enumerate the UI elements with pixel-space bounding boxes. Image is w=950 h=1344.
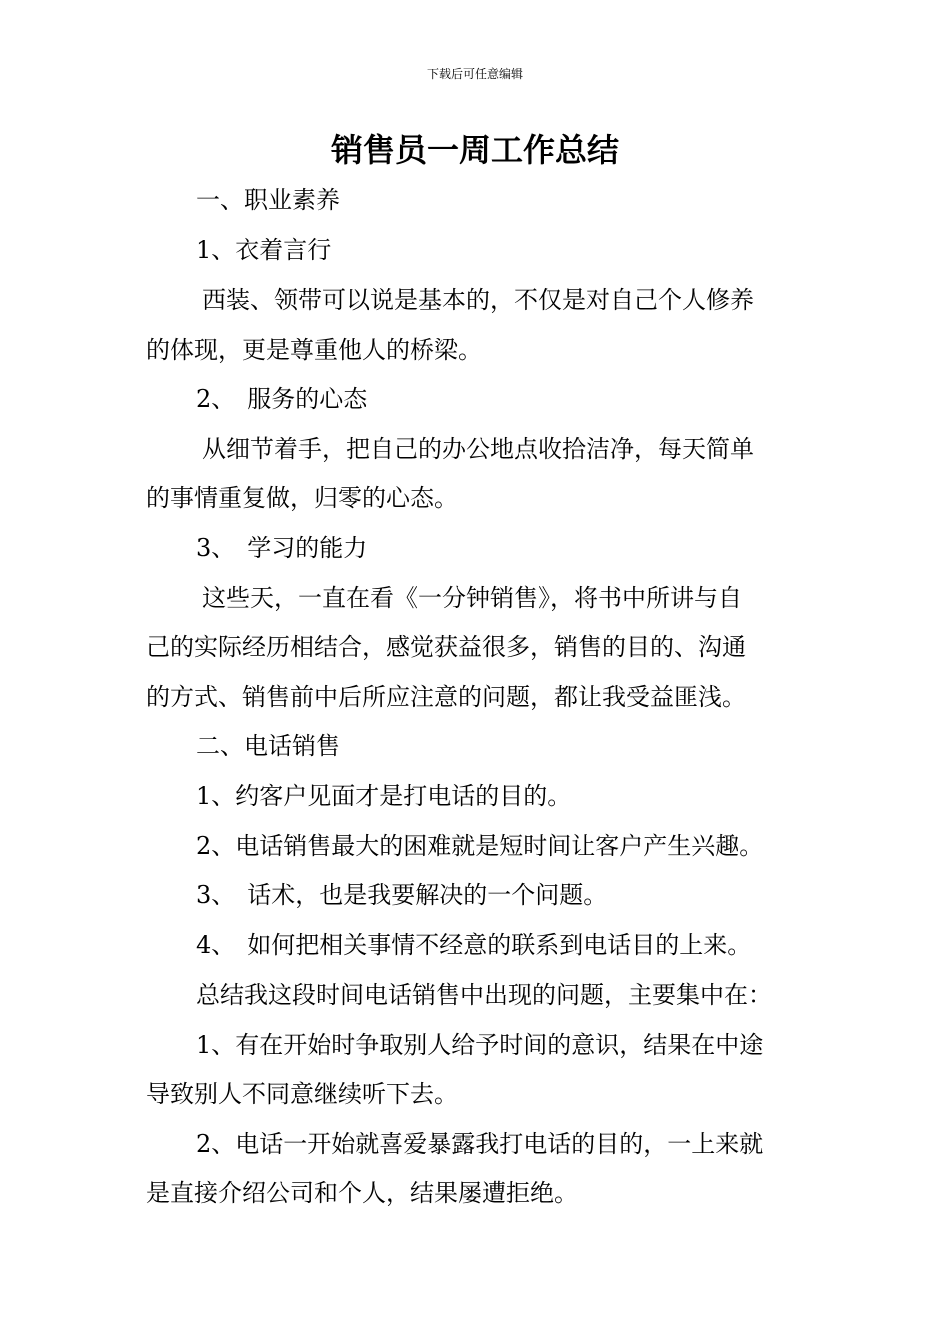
header-note: 下载后可任意编辑 bbox=[426, 67, 523, 81]
document-title: 销售员一周工作总结 bbox=[330, 131, 619, 169]
paragraph-line: 导致别人不同意继续听下去。 bbox=[146, 1080, 458, 1108]
paragraph-line: 的事情重复做，归零的心态。 bbox=[146, 484, 458, 512]
list-item: 1、约客户见面才是打电话的目的。 bbox=[196, 782, 572, 810]
subsection-heading: 2、 服务的心态 bbox=[196, 385, 368, 413]
paragraph-line: 从细节着手，把自己的办公地点收拾洁净，每天简单 bbox=[202, 435, 754, 463]
section-heading: 二、电话销售 bbox=[196, 732, 340, 760]
paragraph-line: 的方式、销售前中后所应注意的问题，都让我受益匪浅。 bbox=[146, 683, 746, 711]
list-item: 2、电话销售最大的困难就是短时间让客户产生兴趣。 bbox=[196, 832, 764, 860]
section-heading: 一、职业素养 bbox=[196, 186, 340, 214]
paragraph-line: 是直接介绍公司和个人，结果屡遭拒绝。 bbox=[146, 1179, 578, 1207]
paragraph-line: 西装、领带可以说是基本的，不仅是对自己个人修养 bbox=[202, 286, 754, 314]
paragraph-line: 总结我这段时间电话销售中出现的问题，主要集中在： bbox=[196, 981, 772, 1009]
subsection-heading: 1、衣着言行 bbox=[196, 236, 332, 264]
list-item: 1、有在开始时争取别人给予时间的意识，结果在中途 bbox=[196, 1031, 764, 1059]
paragraph-line: 的体现，更是尊重他人的桥梁。 bbox=[146, 336, 482, 364]
list-item: 3、 话术，也是我要解决的一个问题。 bbox=[196, 881, 608, 909]
paragraph-line: 这些天，一直在看《一分钟销售》，将书中所讲与自 bbox=[202, 584, 742, 612]
list-item: 4、 如何把相关事情不经意的联系到电话目的上来。 bbox=[196, 931, 752, 959]
paragraph-line: 己的实际经历相结合，感觉获益很多，销售的目的、沟通 bbox=[146, 633, 746, 661]
subsection-heading: 3、 学习的能力 bbox=[196, 534, 368, 562]
list-item: 2、电话一开始就喜爱暴露我打电话的目的，一上来就 bbox=[196, 1130, 764, 1158]
